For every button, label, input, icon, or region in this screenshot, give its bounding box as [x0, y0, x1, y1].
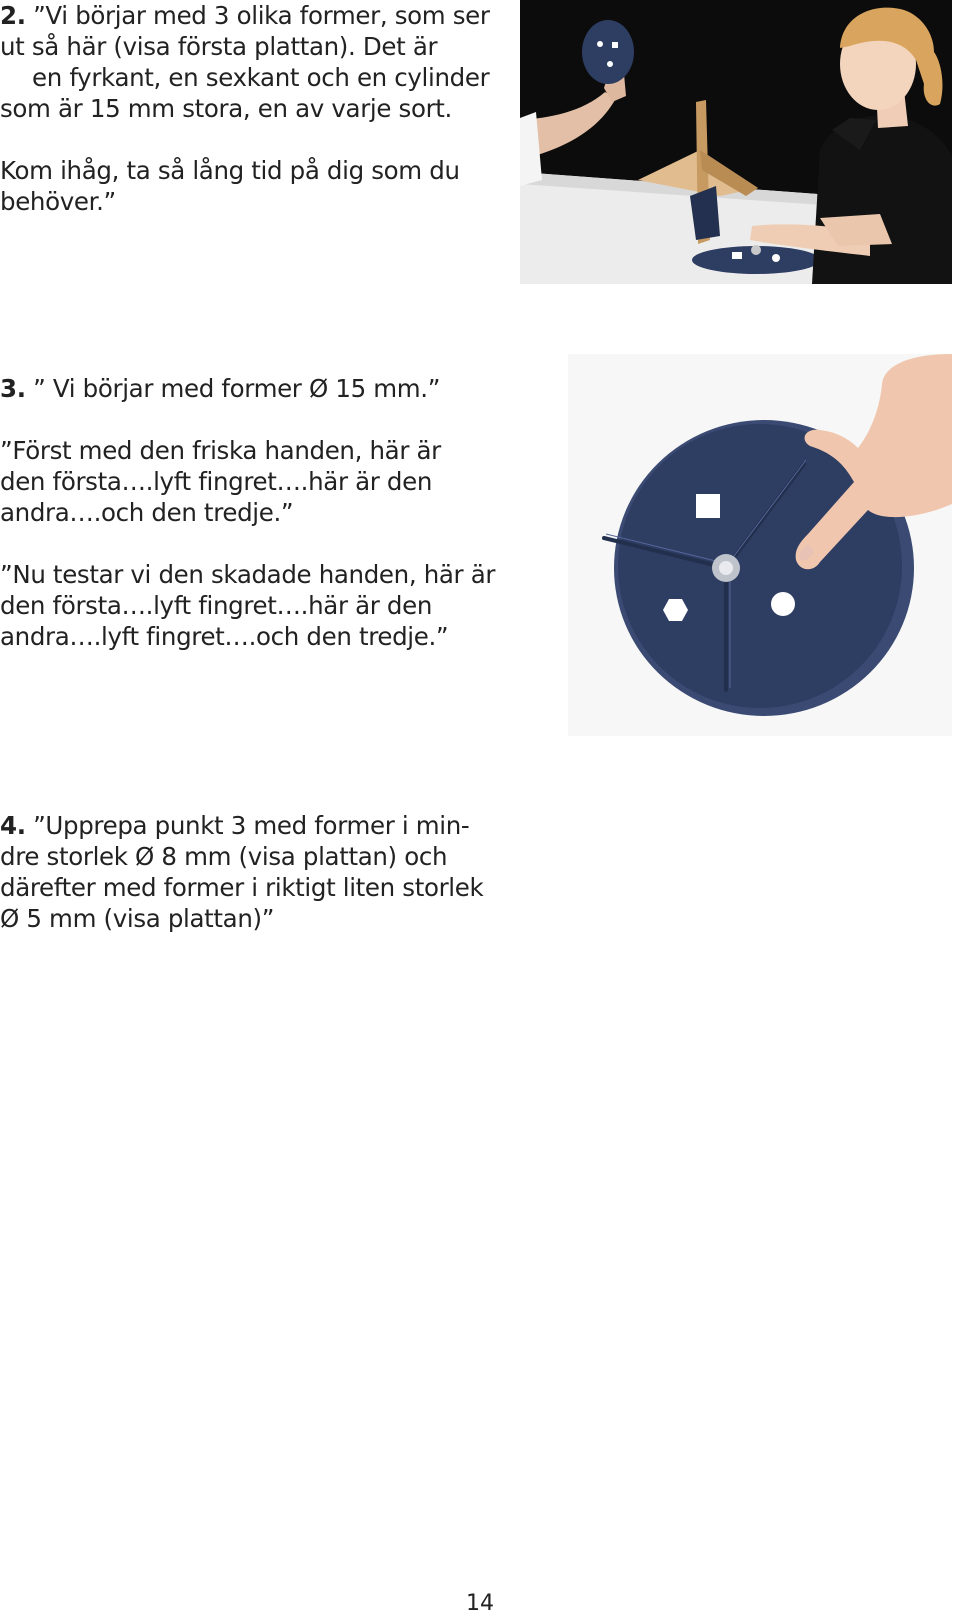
step-2-number: 2.: [0, 1, 26, 30]
step-3-heading: 3. ” Vi börjar med former Ø 15 mm.”: [0, 374, 441, 403]
step-3-text: [0, 373, 560, 652]
step-3-injured-hand: ”Nu testar vi den skadade handen, här är den första….lyft fingret….här är den andra….lyft fingret….och den tredje.”: [0, 560, 496, 651]
step-2-reminder: Kom ihåg, ta så lång tid på dig som du behöver.”: [0, 156, 460, 216]
step-3-number: 3.: [0, 374, 26, 403]
step-4-text: [0, 810, 520, 934]
step-4-number: 4.: [0, 811, 26, 840]
step-2-instruction: 2. ”Vi börjar med 3 olika former, som ser ut så här (visa första plattan). Det är en fyrkant, en sexkant och en cylinder som är 15 mm stora, en av varje sort.: [0, 1, 490, 123]
photo-shape-board: [568, 354, 952, 736]
page-number: 14: [466, 1591, 494, 1616]
photo-test-session: [520, 0, 952, 284]
step-2-text: [0, 0, 500, 217]
step-4-instruction: 4. ”Upprepa punkt 3 med former i min- dre storlek Ø 8 mm (visa plattan) och därefter med former i riktigt liten storlek Ø 5 mm (visa plattan)”: [0, 811, 484, 933]
step-3-healthy-hand: ”Först med den friska handen, här är den första….lyft fingret….här är den andra….och den tredje.”: [0, 436, 441, 527]
